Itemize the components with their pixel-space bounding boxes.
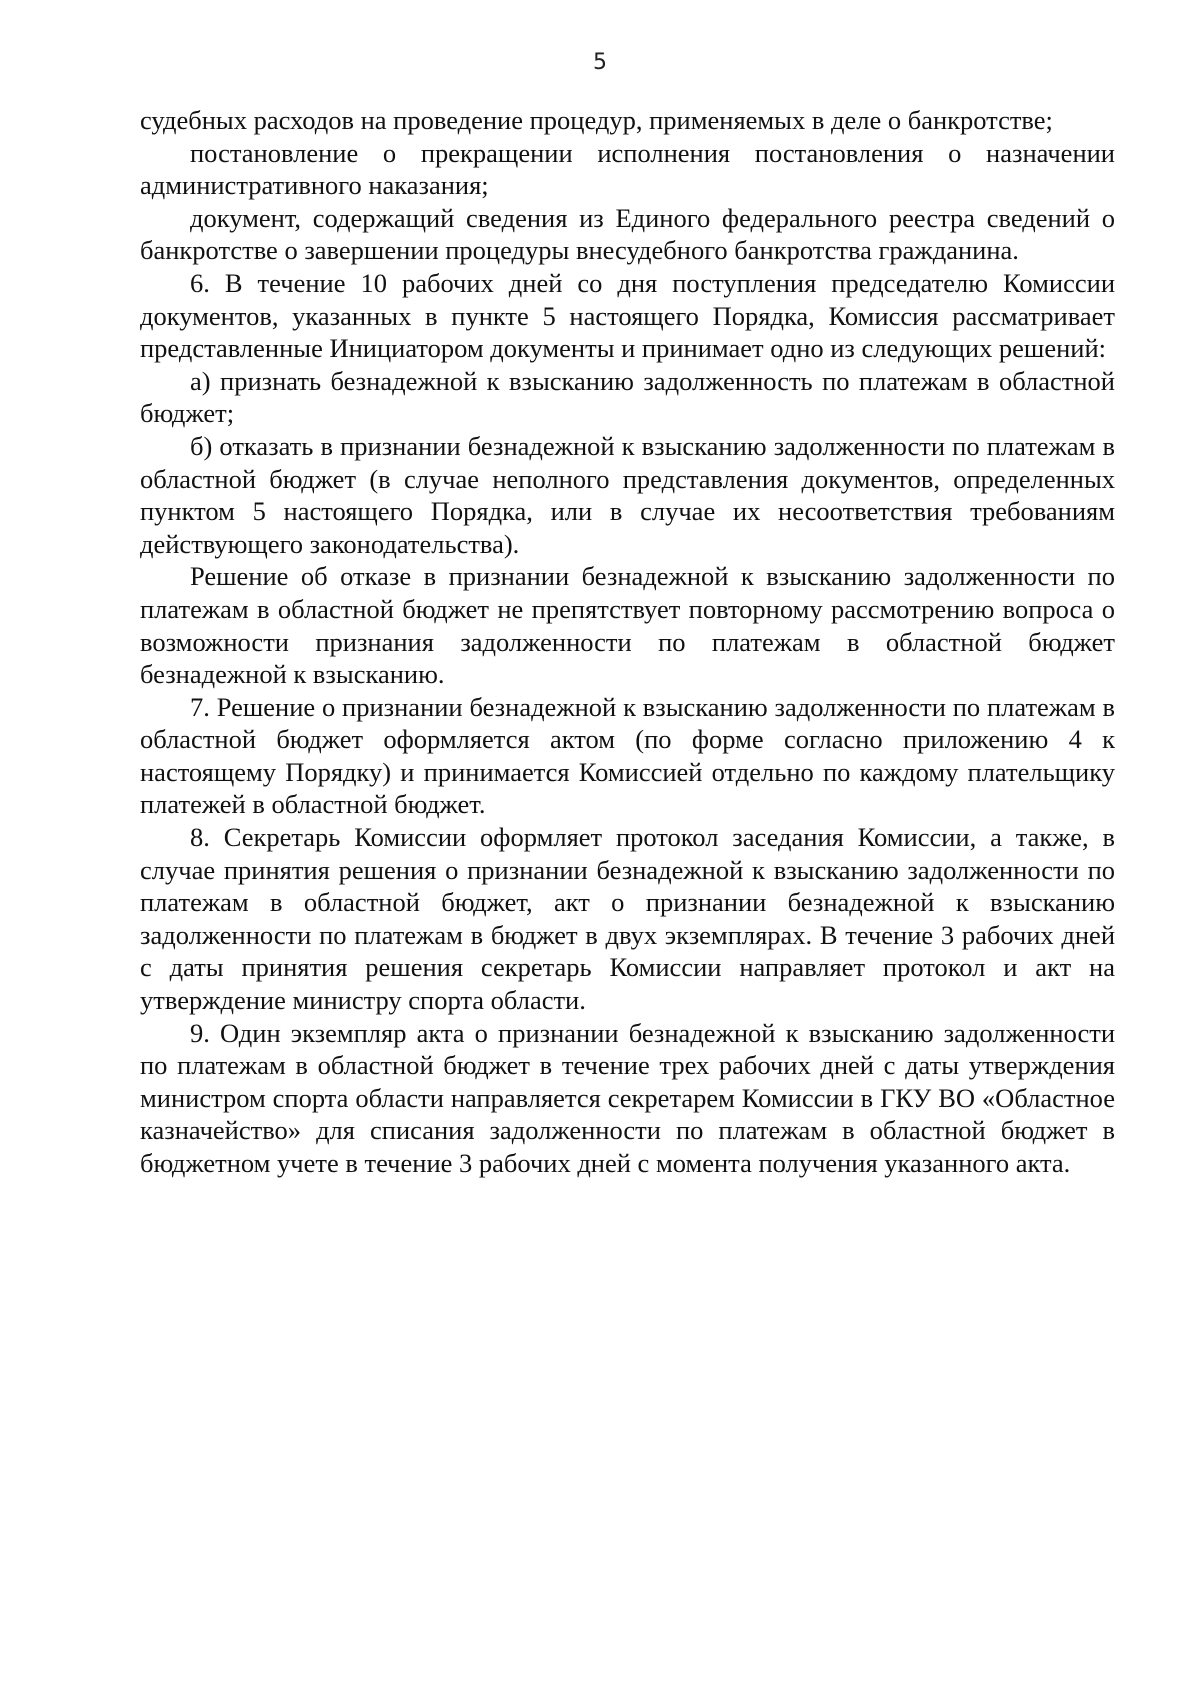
paragraph-resolution-termination: постановление о прекращении исполнения постановления о назначении административного наказания; [140,137,1115,201]
paragraph-clause-9: 9. Один экземпляр акта о признании безнадежной к взысканию задолженности по платежам в областной бюджет в течение трех рабочих дней с даты утверждения министром спорта области направляется секретарем Комиссии в ГКУ ВО «Областное казначейство» для списания задолженности по платежам в областной бюджет в бюджетном учете в течение 3 рабочих дней с момента получения указанного акта. [140,1017,1115,1178]
page-number: 5 [593,50,607,75]
paragraph-clause-6: 6. В течение 10 рабочих дней со дня поступления председателю Комиссии документов, указанных в пункте 5 настоящего Порядка, Комиссия рассматривает представленные Инициатором документы и принимает одно из следующих решений: [140,267,1115,364]
paragraph-clause-6-a: а) признать безнадежной к взысканию задолженность по платежам в областной бюджет; [140,365,1115,429]
document-body [140,104,1115,1180]
paragraph-clause-8: 8. Секретарь Комиссии оформляет протокол заседания Комиссии, а также, в случае принятия решения о признании безнадежной к взысканию задолженности по платежам в областной бюджет, акт о признании безнадежной к взысканию задолженности по платежам в бюджет в двух экземплярах. В течение 3 рабочих дней с даты принятия решения секретарь Комиссии направляет протокол и акт на утверждение министру спорта области. [140,822,1115,1016]
paragraph-clause-7: 7. Решение о признании безнадежной к взысканию задолженности по платежам в областной бюджет оформляется актом (по форме согласно приложению 4 к настоящему Порядку) и принимается Комиссией отдельно по каждому плательщику платежей в областной бюджет. [140,691,1115,820]
paragraph-bankruptcy-registry-document: документ, содержащий сведения из Единого федерального реестра сведений о банкротстве о завершении процедуры внесудебного банкротства гражданина. [140,202,1115,266]
paragraph-clause-6-b: б) отказать в признании безнадежной к взысканию задолженности по платежам в областной бюджет (в случае неполного представления документов, определенных пунктом 5 настоящего Порядка, или в случае их несоответствия требованиям действующего законодательства). [140,430,1115,559]
paragraph-continuation: судебных расходов на проведение процедур, применяемых в деле о банкротстве; [140,105,1053,135]
paragraph-refusal-decision: Решение об отказе в признании безнадежной к взысканию задолженности по платежам в областной бюджет не препятствует повторному рассмотрению вопроса о возможности признания задолженности по платежам в областной бюджет безнадежной к взысканию. [140,561,1115,690]
